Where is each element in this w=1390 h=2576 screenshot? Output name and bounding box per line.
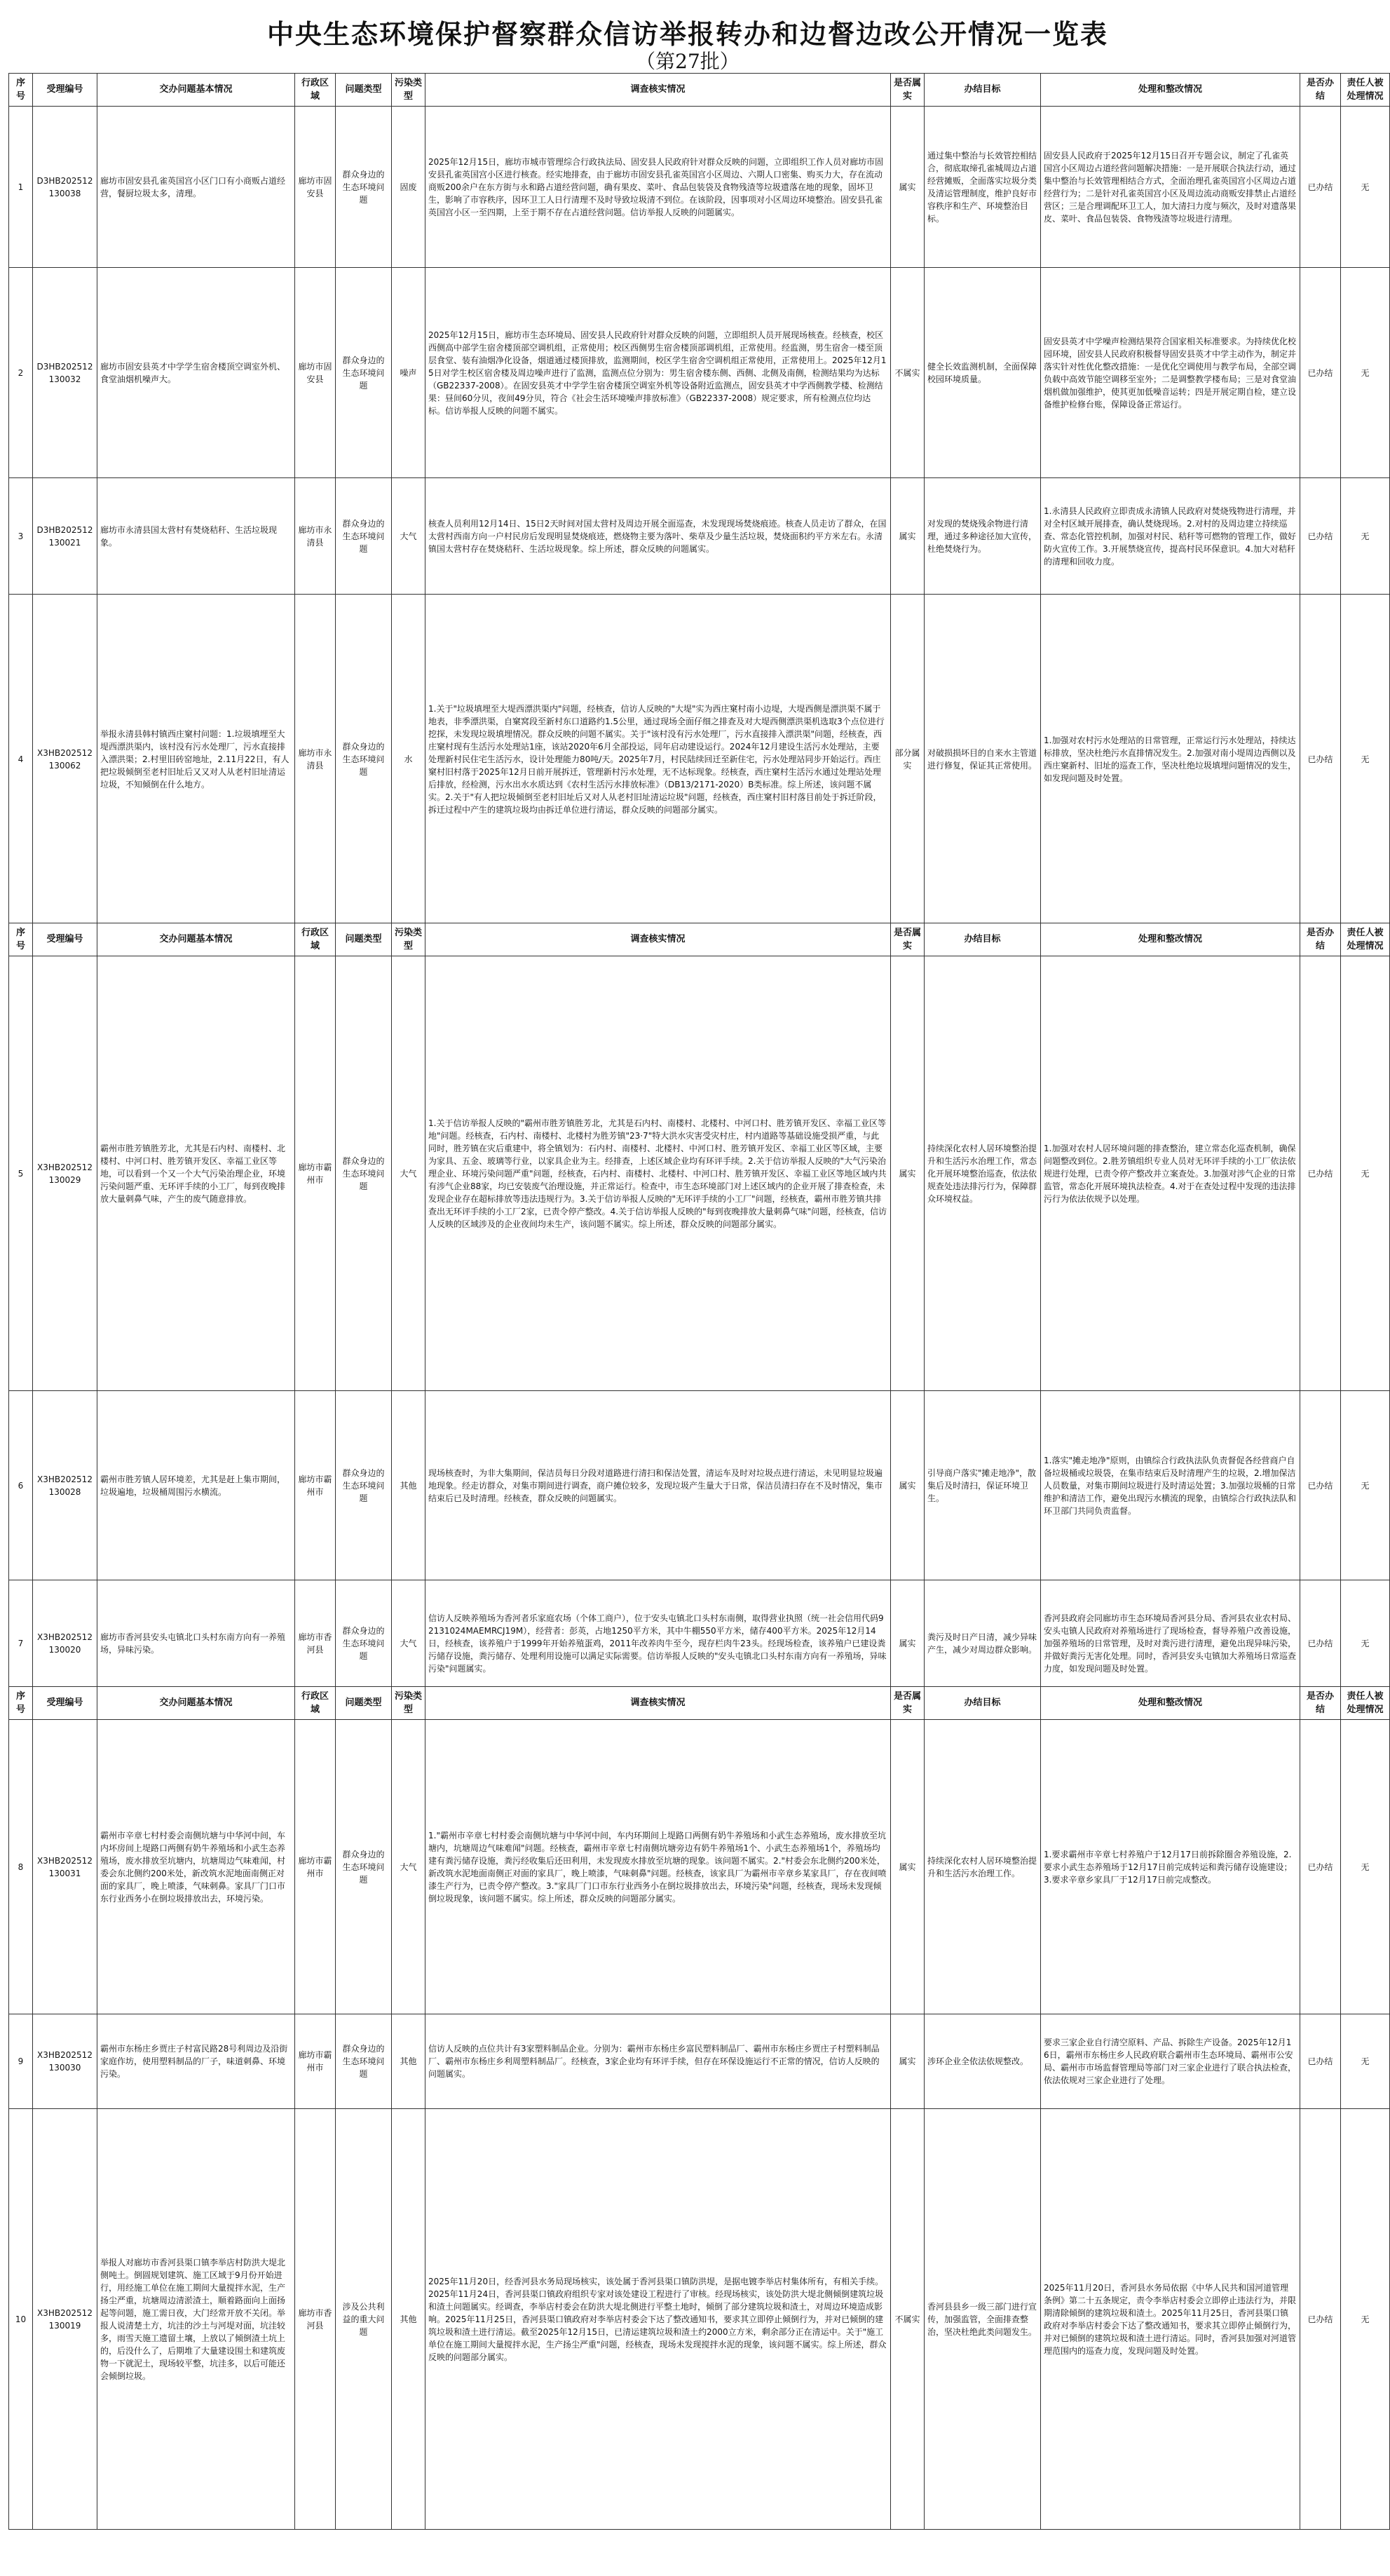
cell-problem	[97, 1391, 295, 1580]
cell-investigation-text: 信访人反映养殖场为香河者乐家庭农场（个体工商户），位于安头屯镇北口头村东南侧，取得营业执照（统一社会信用代码92131024MAEMRCJ19M），经营者：彭英，占地1250平方米，其中牛棚550平方米，储存400平方米。2025年12月14日，经核查，该养殖户于1999年开始养殖蛋鸡，2011年改养肉牛至今，现存栏肉牛23头。经现场检查，该养殖户已建设粪污储存设施，粪污储存、处理利用设施可以满足实际需要。信访举报人反映的"安头屯镇北口头村东南方向有一养殖场，异味污染"问题属实。	[428, 1613, 887, 1674]
cell-index-text: 9	[18, 2056, 24, 2066]
column-header: 行政区域	[295, 923, 336, 956]
cell-area	[295, 2014, 336, 2109]
cell-pollution	[392, 2014, 425, 2109]
cell-process	[1041, 2014, 1300, 2109]
column-header: 是否办结	[1300, 1687, 1341, 1720]
cell-process	[1041, 268, 1300, 478]
column-header: 污染类型	[392, 74, 425, 107]
cell-done-text: 已办结	[1307, 754, 1333, 764]
table-row	[9, 2109, 1390, 2530]
cell-code-text: X3HB202512130028	[37, 1474, 93, 1497]
column-header: 是否属实	[891, 923, 925, 956]
cell-area	[295, 1391, 336, 1580]
cell-accountable	[1341, 2109, 1390, 2530]
cell-goal-text: 持续深化农村人居环境整治提升和生活污水治理工作，常态化开展环境整治巡查，依法依规查处违法排污行为，保障群众环境权益。	[927, 1143, 1037, 1204]
cell-truth-text: 属实	[899, 1480, 916, 1491]
cell-area	[295, 268, 336, 478]
cell-goal	[925, 595, 1041, 924]
table-header-row	[9, 74, 1390, 107]
cell-truth	[891, 2014, 925, 2109]
cell-truth-text: 属实	[899, 1168, 916, 1179]
cell-type-text: 群众身边的生态环境问题	[342, 355, 385, 391]
cell-truth-text: 属实	[899, 1862, 916, 1872]
cell-type	[336, 478, 392, 595]
column-header: 问题类型	[336, 1687, 392, 1720]
cell-problem-text: 霸州市胜芳镇胜芳北，尤其是石内村、南楼村、北楼村、中河口村、胜芳镇开发区、幸福工业区等地，可以看到一个又一个大气污染治理企业，环境污染问题严重、无环评手续的小工厂，每到夜晚排放大量刺鼻气味，产生的废气随意排放。	[100, 1143, 286, 1204]
cell-done	[1300, 1720, 1341, 2014]
cell-pollution-text: 大气	[400, 1862, 417, 1872]
cell-done	[1300, 956, 1341, 1391]
cell-truth-text: 不属实	[894, 367, 920, 378]
cell-goal	[925, 956, 1041, 1391]
cell-type-text: 群众身边的生态环境问题	[342, 518, 385, 554]
cell-pollution-text: 固废	[400, 182, 417, 192]
column-header: 是否属实	[891, 1687, 925, 1720]
cell-index	[9, 595, 33, 924]
cell-goal-text: 对破损损坏目的自来水主管道进行修复，保证其正常使用。	[927, 747, 1037, 771]
cell-truth-text: 属实	[899, 2056, 916, 2066]
cell-truth-text: 部分属实	[894, 747, 920, 771]
cell-accountable-text: 无	[1361, 1480, 1370, 1491]
column-header: 办结目标	[925, 74, 1041, 107]
cell-process-text: 1.永清县人民政府立即责成永清镇人民政府对焚烧残物进行清理，并对全村区域开展排查，确认焚烧现场。2.对村的及周边建立持续巡查、常态化管控机制，加强对村民、秸秆等可燃物的管理工作，做好防火宣传工作。3.开展禁烧宣传，提高村民环保意识。4.加大对秸秆的清理和回收力度。	[1044, 506, 1297, 567]
cell-accountable-text: 无	[1361, 1168, 1370, 1179]
cell-goal-text: 香河县县乡一级三部门进行宣传，加强监管，全面排查整治，坚决杜绝此类问题发生。	[927, 2301, 1037, 2337]
column-header: 办结目标	[925, 923, 1041, 956]
cell-truth	[891, 107, 925, 268]
column-header: 责任人被处理情况	[1341, 1687, 1390, 1720]
cell-index	[9, 1391, 33, 1580]
cell-done-text: 已办结	[1307, 2314, 1333, 2324]
cell-code	[33, 107, 97, 268]
cell-index-text: 3	[18, 531, 24, 541]
column-header: 责任人被处理情况	[1341, 74, 1390, 107]
cell-area	[295, 2109, 336, 2530]
column-header: 处理和整改情况	[1041, 1687, 1300, 1720]
cell-code-text: D3HB202512130038	[36, 175, 93, 198]
cell-type-text: 群众身边的生态环境问题	[342, 1625, 385, 1661]
cell-index-text: 6	[18, 1480, 24, 1491]
page-title: 中央生态环境保护督察群众信访举报转办和边督边改公开情况一览表	[266, 18, 1108, 50]
cell-type-text: 群众身边的生态环境问题	[342, 1849, 385, 1885]
cell-type-text: 群众身边的生态环境问题	[342, 741, 385, 777]
cell-type-text: 群众身边的生态环境问题	[342, 1155, 385, 1191]
cell-done-text: 已办结	[1307, 367, 1333, 378]
cell-problem-text: 举报人对廊坊市香河县渠口镇李举店村防洪大堤北侧吨土。倒圆规划建筑、施工区域于9月份开始进行，用经施工单位在施工期间大量搅拌水泥，生产扬尘严重，坑塘周边清淤渣土，顺着路面向上面扬起等问题，施工需日夜，大门经常开放不关闭。举报人说清楚土方，坑洼的沙土与河堤对面，坑洼较多，雨雪天施工遗留土壤，上放以了倾倒渣土坑上的，后没什么了，后期堆了大量建设围土和建筑废物一下就泥土，现场较平整，坑洼多，以后可能还会倾倒垃圾。	[100, 2257, 286, 2381]
cell-goal-text: 通过集中整治与长效管控相结合，彻底取缔孔雀城周边占道经营摊贩，全面落实垃圾分类及清运管理制度，维护良好市容秩序和生产、环境整治目标。	[927, 150, 1037, 224]
cell-problem-text: 举报永清县韩村镇西庄窠村问题：1.垃圾填埋至大堤西漂洪渠内，该村没有污水处理厂，污水直接排入漂洪渠；2.村里旧砖窑地址，2.11月22日，有人把垃圾倾倒至老村旧址后又又对人从老村旧址清运垃圾，不知倾倒在什么地方。	[100, 728, 289, 789]
cell-code	[33, 478, 97, 595]
cell-type	[336, 595, 392, 924]
report-table-part-3	[8, 1686, 1390, 2530]
cell-truth	[891, 1720, 925, 2014]
column-header: 是否属实	[891, 74, 925, 107]
cell-area-text: 廊坊市霸州市	[298, 1162, 332, 1185]
cell-index-text: 1	[18, 182, 24, 192]
cell-index	[9, 478, 33, 595]
table-row	[9, 107, 1390, 268]
cell-process-text: 1.落实"摊走地净"原则，由镇综合行政执法队负责督促各经营商户自备垃圾桶或垃圾袋，在集市结束后及时清理产生的垃圾，2.增加保洁人员数量，对集市期间垃圾进行及时清运处置；3.加强垃圾桶的日常维护和清洁工作，避免出现污水横流的现象，由镇综合行政执法队和环卫部门共同负责监督。	[1044, 1455, 1297, 1516]
cell-type-text: 群众身边的生态环境问题	[342, 2044, 385, 2079]
cell-pollution-text: 其他	[400, 1480, 417, 1491]
column-header: 受理编号	[33, 1687, 97, 1720]
table-row	[9, 956, 1390, 1391]
cell-index	[9, 956, 33, 1391]
cell-pollution-text: 噪声	[400, 367, 417, 378]
report-table-part-1	[8, 73, 1390, 924]
cell-process	[1041, 956, 1300, 1391]
column-header: 调查核实情况	[425, 74, 891, 107]
cell-accountable	[1341, 268, 1390, 478]
cell-pollution-text: 其他	[400, 2314, 417, 2324]
cell-goal	[925, 268, 1041, 478]
cell-done	[1300, 1391, 1341, 1580]
cell-done-text: 已办结	[1307, 1168, 1333, 1179]
cell-type	[336, 2109, 392, 2530]
column-header: 调查核实情况	[425, 923, 891, 956]
column-header: 序号	[9, 74, 33, 107]
cell-pollution-text: 大气	[400, 1638, 417, 1648]
cell-index-text: 5	[18, 1168, 24, 1179]
column-header: 处理和整改情况	[1041, 923, 1300, 956]
cell-type	[336, 1720, 392, 2014]
cell-truth	[891, 268, 925, 478]
cell-done	[1300, 107, 1341, 268]
cell-accountable	[1341, 956, 1390, 1391]
column-header: 办结目标	[925, 1687, 1041, 1720]
cell-type-text: 群众身边的生态环境问题	[342, 1467, 385, 1503]
cell-goal	[925, 2109, 1041, 2530]
cell-accountable-text: 无	[1361, 2056, 1370, 2066]
cell-area-text: 廊坊市永清县	[298, 524, 332, 548]
cell-investigation	[425, 595, 891, 924]
cell-goal	[925, 107, 1041, 268]
cell-index	[9, 1720, 33, 2014]
cell-investigation-text: 2025年12月15日，廊坊市生态环境局、固安县人民政府针对群众反映的问题，立即组织人员开展现场核查。经核查，校区西侧高中部学生宿舍楼顶部空调机组，正常使用；校区西侧男生宿舍楼顶部调机组，正常使用。经监测，男生宿舍一楼至顶层食堂、装有油烟净化设备，烟道通过楼顶排放，监测期间，校区学生宿舍空调机组正常使用，正常使用上。2025年12月15日对学生校区宿舍楼及周边噪声进行了监测，监测点位分别为：男生宿舍楼东侧、西侧、北侧及南侧，检测结果均为达标（GB22337-2008）。在固安县英才中学学生宿舍楼顶空调室外机等设备附近监测点，固安县英才中学西侧教学楼、检测结果：昼间60分贝，夜间49分贝，符合《社会生活环境噪声排放标准》（GB22337-2008）规定要求，所有检测点位均达标。信访举报人反映的问题不属实。	[428, 330, 887, 416]
cell-accountable-text: 无	[1361, 2314, 1370, 2324]
cell-area-text: 廊坊市香河县	[298, 1632, 332, 1655]
cell-goal-text: 粪污及时日产日清，减少异味产生，减少对周边群众影响。	[927, 1632, 1037, 1655]
cell-investigation	[425, 1391, 891, 1580]
cell-goal	[925, 1720, 1041, 2014]
column-header: 受理编号	[33, 74, 97, 107]
cell-code-text: X3HB202512130029	[37, 1162, 93, 1185]
cell-index	[9, 2014, 33, 2109]
cell-truth-text: 属实	[899, 182, 916, 192]
cell-truth	[891, 478, 925, 595]
cell-truth	[891, 595, 925, 924]
cell-truth	[891, 2109, 925, 2530]
cell-process-text: 要求三家企业自行清空原料、产品、拆除生产设备。2025年12月16日，霸州市东杨庄乡人民政府联合霸州市生态环境局、霸州市公安局、霸州市市场监督管理局等部门对三家企业进行了联合执法检查，依法依规对三家企业进行了处理。	[1044, 2038, 1297, 2085]
cell-problem-text: 廊坊市固安县英才中学学生宿舍楼顶空调室外机、食堂油烟机噪声大。	[100, 361, 286, 384]
cell-index-text: 8	[18, 1862, 24, 1872]
cell-process	[1041, 595, 1300, 924]
cell-process	[1041, 1720, 1300, 2014]
column-header: 调查核实情况	[425, 1687, 891, 1720]
cell-problem	[97, 478, 295, 595]
cell-area	[295, 107, 336, 268]
cell-investigation-text: 1.关于信访举报人反映的"霸州市胜芳镇胜芳北，尤其是石内村、南楼村、北楼村、中河口村、胜芳镇开发区、幸福工业区等地"问题。经核查，石内村、南楼村、北楼村为胜芳镇"23·7"特大洪水灾害受灾村庄，村内道路等基础设施受损严重，与此同时，胜芳镇在灾后重建中，将全镇划为：石内村、南楼村、北楼村、中河口村、胜芳镇开发区、幸福工业区等区域，主要为家具、五金、玻璃等行业，以家具企业为主。经排查，上述区域企业均有环评手续。2.关于信访举报人反映的"大气污染治理企业、环境污染问题严重"问题，经核查，石内村、南楼村、北楼村、中河口村、胜芳镇开发区、幸福工业区等地区域内共有涉气企业88家，均已安装废气治理设施，并正常运行。检查中，市生态环境部门对上述区域内的企业开展了排查检查，未发现企业存在超标排放等违法违规行为。3.关于信访举报人反映的"无环评手续的小工厂"问题，经核查，霸州市胜芳镇共排查出无环评手续的小工厂2家，已责令停产整改。4.关于信访举报人反映的"每到夜晚排放大量刺鼻气味"问题，经核查，信访人反映的区域涉及的企业夜间均未生产，该问题不属实。综上所述，群众反映的问题部分属实。	[428, 1118, 887, 1229]
column-header: 行政区域	[295, 1687, 336, 1720]
cell-area-text: 廊坊市霸州市	[298, 2050, 332, 2073]
cell-pollution-text: 水	[404, 754, 413, 764]
column-header: 污染类型	[392, 923, 425, 956]
cell-investigation-text: 现场核查时，为非大集期间，保洁员每日分段对道路进行清扫和保洁处置，清运车及时对垃圾点进行清运，未见明显垃圾遍地现象。经走访群众，对集市期间进行调查，商户摊位较多，发现垃圾产生量大于日常，保洁员清扫存在不及时情况，集市结束后已及时清理。经核查，群众反映的问题属实。	[428, 1467, 883, 1503]
cell-truth	[891, 1391, 925, 1580]
column-header: 交办问题基本情况	[97, 1687, 295, 1720]
cell-pollution-text: 大气	[400, 1168, 417, 1179]
column-header: 问题类型	[336, 74, 392, 107]
cell-truth-text: 属实	[899, 531, 916, 541]
cell-process	[1041, 1391, 1300, 1580]
report-table-part-2	[8, 923, 1390, 1707]
cell-investigation-text: 1."霸州市辛章七村村委会南侧坑塘与中华河中间，车内环期间上堤路口两侧有奶牛养殖场和小武生态养殖场，废水排放至坑塘内，坑塘周边气味难闻"问题。经核查，霸州市辛章七村南侧坑塘旁边有奶牛养殖场1个、小武生态养殖场1个，养殖场均建有粪污储存设施，粪污经收集后还田利用，未发现废水排放至坑塘的现象。该问题不属实。2."村委会东北侧约200米处，新改筑水泥地面南侧正对面的家具厂，晚上喷漆，气味刺鼻"问题。经核查，该家具厂为霸州市辛章乡某家具厂，存在夜间喷漆生产行为，已责令停产整改。3."家具厂门口市东行业西务小在倒垃圾排放出去，环境污染"问题，经核查，现场未发现倾倒垃圾现象，该问题不属实。综上所述，群众反映的问题部分属实。	[428, 1830, 887, 1904]
cell-index-text: 2	[18, 367, 24, 378]
cell-accountable	[1341, 107, 1390, 268]
cell-area-text: 廊坊市霸州市	[298, 1855, 332, 1878]
cell-process-text: 2025年11月20日，香河县水务局依据《中华人民共和国河道管理条例》第二十五条规定，责令李举店村委会立即停止违法行为，并限期清除倾倒的建筑垃圾和渣土。2025年11月25日，香河县渠口镇政府对李举店村委会下达了整改通知书，要求其立即停止倾倒行为，并对已倾倒的建筑垃圾和渣土进行清运。同时，香河县加强对河道管理范围内的巡查力度，发现问题及时处置。	[1044, 2282, 1297, 2356]
cell-goal-text: 对发现的焚烧残余物进行清理，通过多种途径加大宣传，杜绝焚烧行为。	[927, 518, 1037, 554]
cell-process	[1041, 478, 1300, 595]
cell-done	[1300, 268, 1341, 478]
cell-investigation-text: 2025年12月15日，廊坊市城市管理综合行政执法局、固安县人民政府针对群众反映的问题，立即组织工作人员对廊坊市固安县孔雀英国宫小区进行核查。经实地排查，由于廊坊市固安县孔雀英国宫小区周边、六期人口密集、购买力大，存在流动商贩200余户在东方街与永和路占道经营问题，确有果皮、菜叶、食品包装袋及食物残渣等垃圾遗落在地的现象，固坏卫生，影响了市容秩序，因环卫工人日行清理不及时导致垃圾清不到位。在该阶段，因事项对小区周边环境整治。固安县孔雀英国宫小区一至四期，上至于期不存在占道经营问题。信访举报人反映的问题属实。	[428, 156, 884, 217]
cell-pollution	[392, 956, 425, 1391]
cell-code-text: D3HB202512130021	[36, 524, 93, 548]
cell-investigation	[425, 956, 891, 1391]
cell-code	[33, 956, 97, 1391]
cell-accountable-text: 无	[1361, 1862, 1370, 1872]
cell-problem-text: 霸州市辛章七村村委会南侧坑塘与中华河中间，车内坏房间上堤路口两侧有奶牛养殖场和小武生态养殖场，废水排放至坑塘内，坑塘周边气味难闻，村委会东北侧约200米处，新改筑水泥地面南侧正对面的家具厂，晚上喷漆，气味刺鼻。家具厂门口市东行业西务小在倒垃圾排放出去，环境污染。	[100, 1830, 286, 1904]
cell-area-text: 廊坊市香河县	[298, 2307, 332, 2331]
cell-type	[336, 2014, 392, 2109]
cell-done	[1300, 478, 1341, 595]
cell-area-text: 廊坊市霸州市	[298, 1474, 332, 1497]
table-row	[9, 595, 1390, 924]
cell-area	[295, 478, 336, 595]
cell-investigation	[425, 2014, 891, 2109]
page-subtitle: （第27批）	[636, 50, 740, 73]
table-row	[9, 1391, 1390, 1580]
column-header: 行政区域	[295, 74, 336, 107]
cell-investigation	[425, 268, 891, 478]
cell-done-text: 已办结	[1307, 1638, 1333, 1648]
cell-accountable-text: 无	[1361, 367, 1370, 378]
cell-investigation-text: 1.关于"垃圾填埋至大堤西漂洪渠内"问题，经核查，信访人反映的"大堤"实为西庄窠村南小边堤，大堤西侧是漂洪渠不属于地表，非季漂洪渠，自窠窝段至新村东口道路约1.5公里，通过现场全面仔细之排查及对大堤西侧漂洪渠机选取3个点位进行挖探，未发现垃圾填埋情况。群众反映的问题不属实。关于"该村没有污水处理厂，污水直接排入漂洪渠"问题，经核查，西庄窠村现有生活污水处理站1座，该站2020年6月全部投运，同年启动建设运行。2024年12月建设生活污水处理站，主要处理新村民住宅生活污水，设计处理能力80吨/天。2025年7月，村民陆续回迁至新住宅，污水处理站同步开始运行。西庄窠村旧村落于2025年12月日前开展拆迁，管理新村污水处理，无不达标现象。经核查，西庄窠村生活污水通过处理站处理后排放，经检测，污水出水水质达到《农村生活污水排放标准》（DB13/2171-2020）B类标准。综上所述，该问题不属实。2.关于"有人把垃圾倾倒至老村旧址后又对人从老村旧址清运垃圾"问题，经核查，西庄窠村旧村落目前处于拆迁阶段，拆迁过程中产生的建筑垃圾均由拆迁单位进行清运，群众反映的问题部分属实。	[428, 703, 885, 815]
cell-code-text: X3HB202512130020	[37, 1632, 93, 1655]
cell-pollution	[392, 268, 425, 478]
cell-accountable	[1341, 478, 1390, 595]
cell-type	[336, 268, 392, 478]
cell-process-text: 固安县英才中学噪声检测结果符合国家相关标准要求。为持续优化校园环境，固安县人民政府积极督导固安县英才中学主动作为，制定并落实针对性优化整改措施：一是优化空调使用与教学布局，全部空调负载中高效节能空调移至室外；二是调整教学楼布局；三是对食堂油烟机做加强维护，使其更加低噪音运转；四是开展定期自检，建立设备维护检修台账，保障设备正常运行。	[1044, 336, 1297, 409]
cell-investigation-text: 2025年11月20日，经香河县水务局现场核实，该处属于香河县渠口镇防洪堤，是据电镀李举店村集体所有，有相关手续。2025年11月24日，香河县渠口镇政府组织专家对该处建设工程进行了审核。经现场核实，该处防洪大堤北侧倾倒建筑垃圾和渣土问题属实。经调查，李举店村委会在防洪大堤北侧进行平整土地时，倾倒了部分建筑垃圾和渣土，对周边环境造成影响。2025年11月25日，香河县渠口镇政府对李举店村委会下达了整改通知书，要求其立即停止倾倒行为，并对已倾倒的建筑垃圾和渣土进行清运。截至2025年12月15日，已清运建筑垃圾和渣土约2000立方米，剩余部分正在清运中。关于"施工单位在施工期间大量搅拌水泥，生产扬尘严重"问题，经核查，现场未发现搅拌水泥的现象，该问题不属实。综上所述，群众反映的问题部分属实。	[428, 2276, 887, 2362]
cell-index-text: 7	[18, 1638, 24, 1648]
cell-code-text: X3HB202512130030	[37, 2050, 93, 2073]
cell-done-text: 已办结	[1307, 1862, 1333, 1872]
table-header-row	[9, 1687, 1390, 1720]
cell-problem	[97, 107, 295, 268]
cell-process-text: 香河县政府会同廊坊市生态环境局香河县分局、香河县农业农村局、安头屯镇人民政府对养殖场进行了现场检查，督导养殖户改善设施，加强养殖场的日常管理，及时对粪污进行清理，避免出现异味污染，并做好粪污无害化处理。同时，香河县安头屯镇加大养殖场日常巡查力度，如发现问题及时处置。	[1044, 1613, 1297, 1674]
column-header: 交办问题基本情况	[97, 74, 295, 107]
cell-pollution	[392, 1720, 425, 2014]
cell-pollution	[392, 107, 425, 268]
cell-type	[336, 107, 392, 268]
cell-pollution	[392, 595, 425, 924]
cell-problem-text: 廊坊市永清县国太营村有焚烧秸秆、生活垃圾现象。	[100, 524, 278, 548]
column-header: 是否办结	[1300, 923, 1341, 956]
cell-done	[1300, 2014, 1341, 2109]
cell-truth-text: 不属实	[894, 2314, 920, 2324]
cell-truth-text: 属实	[899, 1638, 916, 1648]
table-row	[9, 478, 1390, 595]
cell-index	[9, 268, 33, 478]
cell-done-text: 已办结	[1307, 531, 1333, 541]
cell-process	[1041, 107, 1300, 268]
cell-done	[1300, 595, 1341, 924]
cell-goal-text: 引导商户落实"摊走地净"，散集后及时清扫，保证环境卫生。	[927, 1467, 1037, 1503]
column-header: 交办问题基本情况	[97, 923, 295, 956]
column-header: 是否办结	[1300, 74, 1341, 107]
cell-type-text: 群众身边的生态环境问题	[342, 169, 385, 205]
cell-code-text: D3HB202512130032	[36, 361, 93, 384]
cell-goal-text: 健全长效监测机制，全面保障校园环境质量。	[927, 361, 1037, 384]
cell-process	[1041, 2109, 1300, 2530]
cell-area	[295, 1720, 336, 2014]
cell-code-text: X3HB202512130031	[37, 1855, 93, 1878]
cell-accountable	[1341, 2014, 1390, 2109]
column-header: 污染类型	[392, 1687, 425, 1720]
cell-problem-text: 霸州市东杨庄乡贾庄子村富民路28号利周边及沿街家庭作坊，使用塑料制品的厂子，味道刺鼻、环境污染。	[100, 2044, 288, 2079]
cell-index-text: 4	[18, 754, 24, 764]
cell-process-text: 1.加强对农村污水处理站的日常管理，正常运行污水处理站，持续达标排放，坚决杜绝污水直排情况发生。2.加强对南小堤周边西侧以及西庄窠新村、旧址的巡查工作，坚决杜绝垃圾填埋问题情况的发生，如发现问题及时处置。	[1044, 735, 1297, 783]
column-header: 责任人被处理情况	[1341, 923, 1390, 956]
cell-problem	[97, 268, 295, 478]
cell-investigation	[425, 2109, 891, 2530]
cell-accountable-text: 无	[1361, 531, 1370, 541]
cell-area	[295, 595, 336, 924]
cell-problem	[97, 956, 295, 1391]
cell-investigation	[425, 478, 891, 595]
table-row	[9, 268, 1390, 478]
cell-type-text: 涉及公共利益的重大问题	[342, 2301, 385, 2337]
cell-pollution-text: 大气	[400, 531, 417, 541]
table-row	[9, 2014, 1390, 2109]
table-row	[9, 1720, 1390, 2014]
cell-code	[33, 1391, 97, 1580]
cell-area	[295, 956, 336, 1391]
cell-problem	[97, 1720, 295, 2014]
cell-goal-text: 持续深化农村人居环境整治提升和生活污水治理工作。	[927, 1855, 1037, 1878]
cell-type	[336, 956, 392, 1391]
cell-done	[1300, 2109, 1341, 2530]
column-header: 序号	[9, 923, 33, 956]
cell-done-text: 已办结	[1307, 182, 1333, 192]
cell-area-text: 廊坊市永清县	[298, 747, 332, 771]
cell-truth	[891, 956, 925, 1391]
cell-type	[336, 1391, 392, 1580]
cell-done-text: 已办结	[1307, 1480, 1333, 1491]
cell-pollution-text: 其他	[400, 2056, 417, 2066]
cell-accountable	[1341, 1391, 1390, 1580]
column-header: 受理编号	[33, 923, 97, 956]
cell-problem	[97, 595, 295, 924]
cell-accountable-text: 无	[1361, 754, 1370, 764]
cell-code-text: X3HB202512130062	[37, 747, 93, 771]
column-header: 序号	[9, 1687, 33, 1720]
column-header: 问题类型	[336, 923, 392, 956]
column-header: 处理和整改情况	[1041, 74, 1300, 107]
cell-process-text: 固安县人民政府于2025年12月15日召开专题会议，制定了孔雀英国宫小区周边占道经营问题解决措施：一是开展联合执法行动，通过集中整治与长效管理相结合方式，全面治理孔雀英国宫小区周边占道经营行为；二是针对孔雀英国宫小区及周边流动商贩安排禁止占道经营区；三是合理调配环卫工人，加大清扫力度与频次，及时对遗落果皮、菜叶、食品包装袋、食物残渣等垃圾进行清理。	[1044, 150, 1297, 224]
cell-investigation	[425, 107, 891, 268]
cell-accountable	[1341, 1720, 1390, 2014]
cell-problem-text: 霸州市胜芳镇人居环境差，尤其是赶上集市期间，垃圾遍地，垃圾桶周围污水横流。	[100, 1474, 286, 1497]
cell-accountable	[1341, 595, 1390, 924]
cell-pollution	[392, 2109, 425, 2530]
cell-index	[9, 107, 33, 268]
cell-code-text: X3HB202512130019	[37, 2307, 93, 2331]
cell-goal	[925, 478, 1041, 595]
cell-area-text: 廊坊市固安县	[298, 361, 332, 384]
cell-code	[33, 268, 97, 478]
cell-goal-text: 涉环企业全依法依规整改。	[927, 2056, 1029, 2066]
cell-process-text: 1.加强对农村人居环境问题的排查整治，建立常态化巡查机制，确保问题整改到位。2.胜芳镇组织专业人员对无环评手续的小工厂依法依规进行处理，已责令停产整改并立案查处。3.加强对涉气企业的日常监管，常态化开展环境执法检查。4.对于在查处过程中发现的违法排污行为依法依规予以处理。	[1044, 1143, 1296, 1204]
cell-problem-text: 廊坊市香河县安头屯镇北口头村东南方向有一养殖场，异味污染。	[100, 1632, 286, 1655]
cell-investigation-text: 核查人员利用12月14日、15日2天时间对国太营村及周边开展全面巡查，未发现现场焚烧痕迹。核查人员走访了群众，在国太营村西南方向一户村民房后发现明显焚烧痕迹，燃烧物主要为落叶、柴草及少量生活垃圾，焚烧面积约平方米左右。永清镇国太营村存在焚烧秸秆、生活垃圾现象。综上所述，群众反映的问题属实。	[428, 518, 887, 554]
table-header-row	[9, 923, 1390, 956]
cell-done-text: 已办结	[1307, 2056, 1333, 2066]
cell-pollution	[392, 478, 425, 595]
cell-index-text: 10	[15, 2314, 27, 2324]
cell-accountable-text: 无	[1361, 1638, 1370, 1648]
cell-area-text: 廊坊市固安县	[298, 175, 332, 198]
cell-code	[33, 2014, 97, 2109]
cell-process-text: 1.要求霸州市辛章七村养殖户于12月17日前拆除圈舍养殖设施，2.要求小武生态养殖场于12月17日前完成转运和粪污储存设施建设；3.要求辛章乡家具厂于12月17日前完成整改。	[1044, 1849, 1293, 1885]
cell-goal	[925, 1391, 1041, 1580]
cell-code	[33, 595, 97, 924]
cell-pollution	[392, 1391, 425, 1580]
cell-problem	[97, 2109, 295, 2530]
cell-index	[9, 2109, 33, 2530]
cell-investigation-text: 信访人反映的点位共计有3家塑料制品企业。分别为：霸州市东杨庄乡富民塑料制品厂、霸州市东杨庄乡贾庄子村塑料制品厂、霸州市东杨庄乡利周塑料制品厂。经核查，3家企业均有环评手续，但存在环保设施运行不正常的情况，信访人反映的问题属实。	[428, 2044, 880, 2079]
cell-code	[33, 2109, 97, 2530]
cell-investigation	[425, 1720, 891, 2014]
cell-problem	[97, 2014, 295, 2109]
cell-accountable-text: 无	[1361, 182, 1370, 192]
cell-code	[33, 1720, 97, 2014]
cell-goal	[925, 2014, 1041, 2109]
cell-problem-text: 廊坊市固安县孔雀英国宫小区门口有小商贩占道经营，餐厨垃圾太多，清理。	[100, 175, 286, 198]
